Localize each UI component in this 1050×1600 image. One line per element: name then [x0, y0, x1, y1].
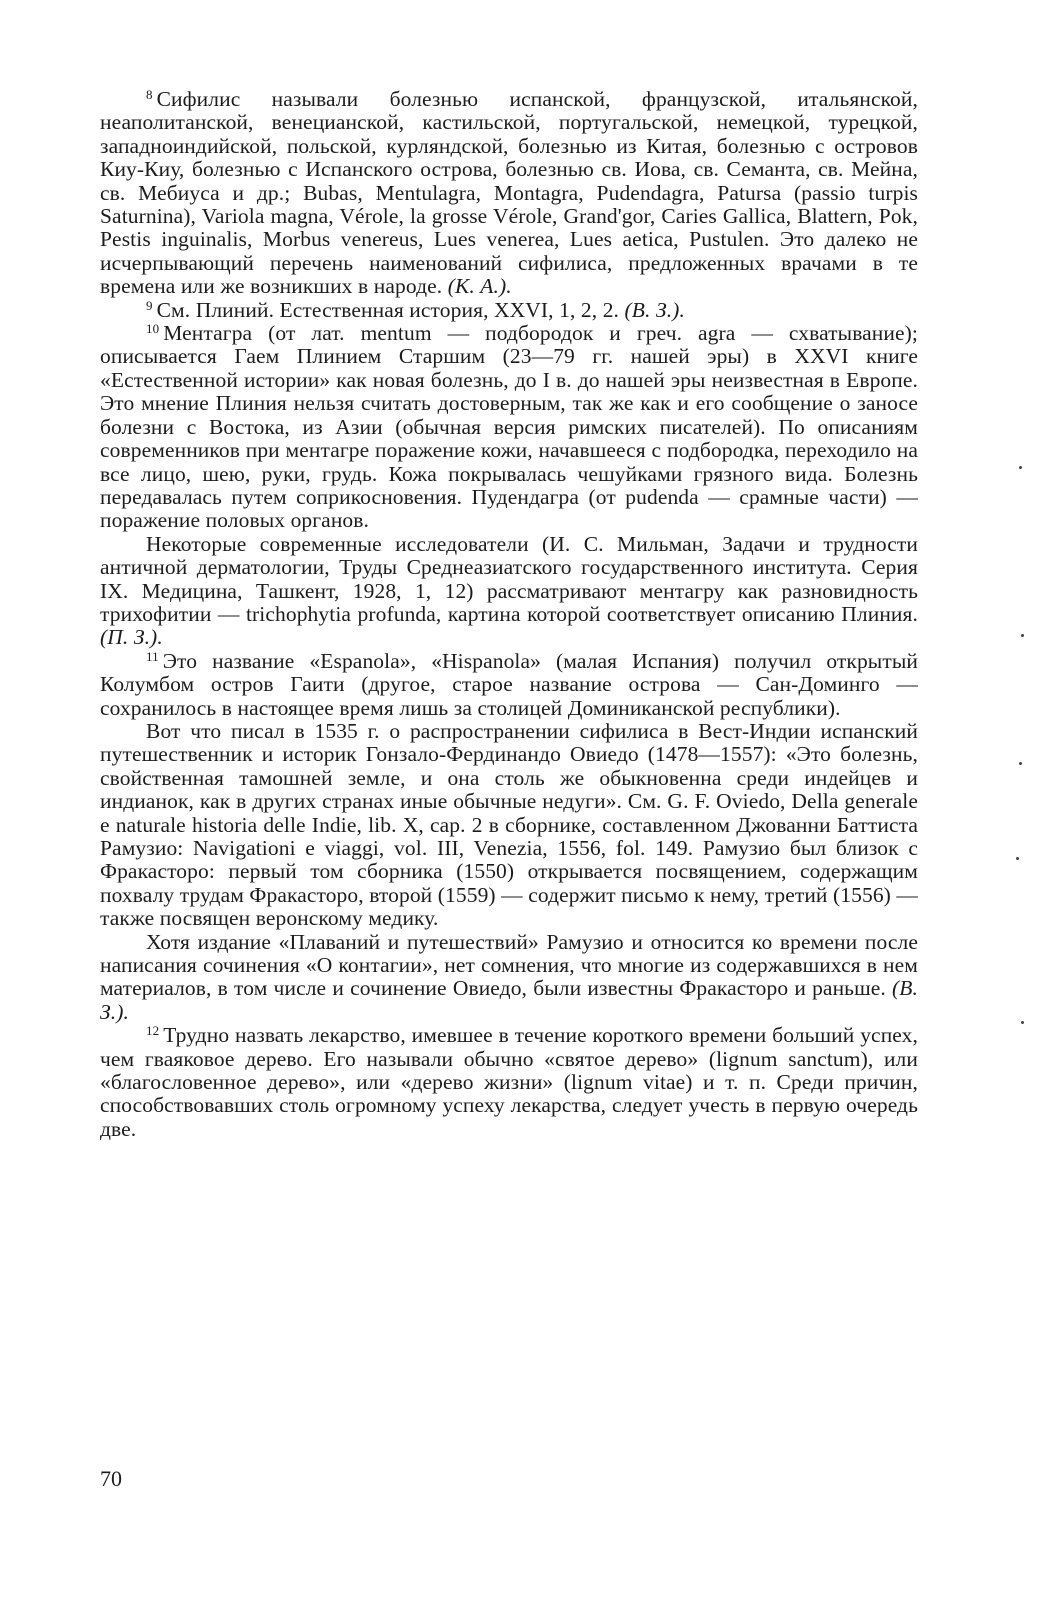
footnote-11-continuation-2	[100, 931, 918, 1025]
footnote-12	[100, 1024, 918, 1141]
scan-speck	[1019, 762, 1022, 765]
footnote-attribution: (В. З.).	[100, 976, 919, 1024]
footnote-11-continuation	[100, 720, 918, 931]
page-number: 70	[100, 1466, 122, 1491]
footnote-text: Некоторые современные исследователи (И. С. Мильман, Задачи и трудности античной дерматологии, Труды Среднеазиатского государственного института. Серия IX. Медицина, Ташкент, 1928, 1, 12) рассматривают ментагру как разновидность трихофитии — trichophytia profunda, картина которой соответствует описанию Плиния.	[100, 531, 918, 626]
footnote-attribution: (К. А.).	[447, 274, 512, 299]
footnote-11	[100, 650, 918, 720]
scan-speck	[1016, 857, 1019, 860]
footnote-mark: 10	[146, 321, 160, 337]
footnote-text: Хотя издание «Плаваний и путешествий» Рамузио и относится ко времени после написания сочинения «О контагии», нет сомнения, что многие из содержавшихся в нем материалов, в том числе и сочинение Овиедо, были известны Фракасторо и раньше.	[100, 929, 918, 1001]
footnote-text: См. Плиний. Естественная история, XXVI, 1, 2, 2.	[156, 297, 620, 322]
scan-speck	[1021, 634, 1024, 637]
footnote-text: Трудно назвать лекарство, имевшее в течение короткого времени больший успех, чем гваяковое дерево. Его называли обычно «святое дерево» (lignum sanctum), или «благословенное дерево», или «дерево жизни» (lignum vitae) и т. п. Среди причин, способствовавших столь огромному успеху лекарства, следует учесть в первую очередь две.	[100, 1023, 918, 1141]
footnote-text: Сифилис называли болезнью испанской, французской, итальянской, неаполитанской, венецианской, кастильской, португальской, немецкой, турецкой, западноиндийской, польской, курляндской, болезнью из Китая, болезнью с островов Киу-Киу, болезнью с Испанского острова, болезнью св. Иова, св. Семанта, св. Мейна, св. Мебиуса и др.; Bubas, Mentulagra, Montagra, Pudendagra, Patursa (passio turpis Saturnina), Variola magna, Vérole, la grosse Vérole, Grand'gor, Caries Gallica, Blattern, Pok, Pestis inguinalis, Morbus venereus, Lues venerea, Lues aetica, Pustulen. Это далеко не исчерпывающий перечень наименований сифилиса, предложенных врачами в те времена или же возникших в народе.	[100, 87, 918, 299]
footnote-attribution: (П. З.).	[100, 625, 163, 650]
footnote-mark: 8	[146, 87, 153, 102]
footnote-text: Это название «Espanola», «Hispanola» (малая Испания) получил открытый Колумбом остров Гаити (другое, старое название острова — Сан-Доминго — сохранилось в настоящее время лишь за столицей Доминиканской республики).	[100, 648, 918, 720]
scan-speck	[1021, 1021, 1024, 1024]
footnote-attribution: (В. З.).	[624, 297, 685, 322]
footnote-mark: 12	[146, 1023, 160, 1039]
scan-speck	[1019, 466, 1022, 469]
footnote-text: Ментагра (от лат. mentum — подбородок и греч. agra — схватывание); описывается Гаем Плинием Старшим (23—79 гг. нашей эры) в XXVI книге «Естественной истории» как новая болезнь, до I в. до нашей эры неизвестная в Европе. Это мнение Плиния нельзя считать достоверным, так же как и его сообщение о заносе болезни с Востока, из Азии (обычная версия римских писателей). По описаниям современников при ментагре поражение кожи, начавшееся с подбородка, переходило на все лицо, шею, руки, грудь. Кожа покрывалась чешуйками грязного вида. Болезнь передавалась путем соприкосновения. Пудендагра (от pudenda — срамные части) — поражение половых органов.	[100, 321, 918, 533]
footnote-9	[100, 299, 918, 322]
footnote-10-continuation	[100, 533, 918, 650]
footnotes-text	[100, 88, 918, 1141]
footnote-8	[100, 88, 918, 299]
footnote-mark: 9	[146, 297, 153, 313]
footnote-text: Вот что писал в 1535 г. о распространении сифилиса в Вест-Индии испанский путешественник и историк Гонзало-Фердинандо Овиедо (1478—1557): «Это болезнь, свойственная тамошней земле, и она столь же обыкновенна среди индейцев и индианок, как в других странах иные обычные недуги». См. G. F. Oviedo, Della generale e naturale historia delle Indie, lib. X, cap. 2 в сборнике, составленном Джованни Баттиста Рамузио: Navigationi e viaggi, vol. III, Venezia, 1556, fol. 149. Рамузио был близок с Фракасторо: первый том сборника (1550) открывается посвящением, содержащим похвалу трудам Фракасторо, второй (1559) — содержит письмо к нему, третий (1556) — также посвящен веронскому медику.	[100, 718, 919, 931]
footnote-10	[100, 322, 918, 533]
footnote-mark: 11	[146, 648, 159, 664]
